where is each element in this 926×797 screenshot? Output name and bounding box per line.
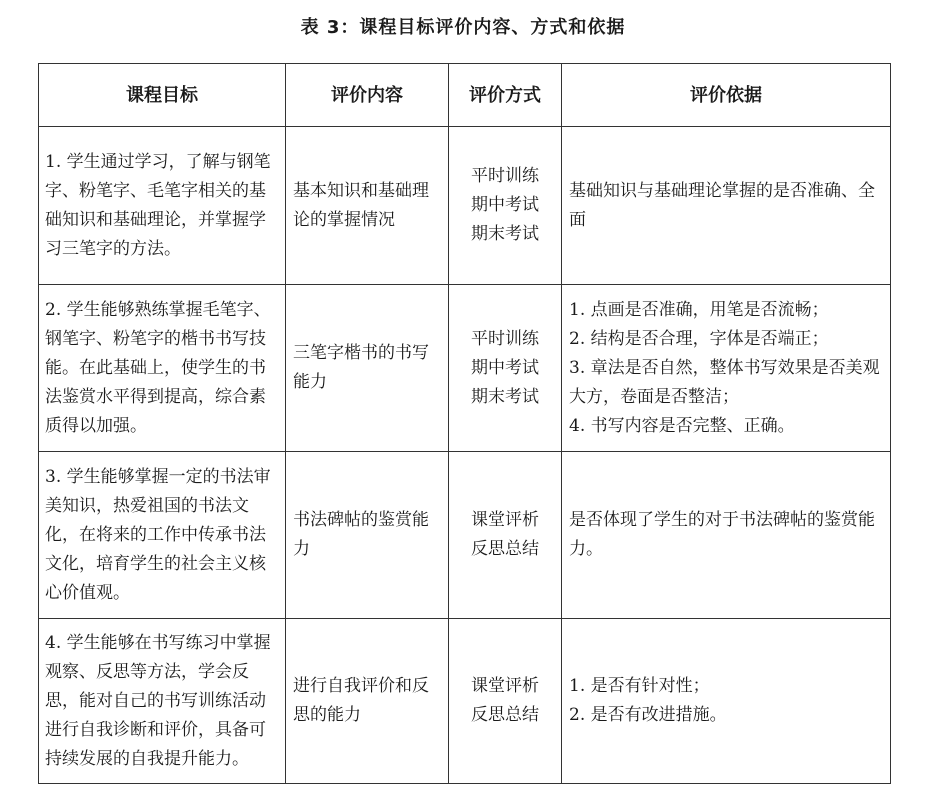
method-cell [449, 452, 562, 619]
basis-item: 1. 点画是否准确，用笔是否流畅； [569, 299, 829, 320]
method-item: 平时训练 [471, 328, 539, 349]
basis-item: 2. 是否有改进措施。 [569, 705, 727, 725]
method-cell [449, 285, 562, 452]
basis-item: 是否体现了学生的对于书法碑帖的鉴赏能力。 [569, 510, 875, 559]
header-method: 评价方式 [449, 64, 562, 127]
content-cell: 三笔字楷书的书写能力 [286, 285, 449, 452]
method-item: 反思总结 [471, 539, 539, 559]
table-row [39, 127, 891, 285]
table-row [39, 619, 891, 784]
content-cell: 书法碑帖的鉴赏能力 [286, 452, 449, 619]
method-item: 反思总结 [471, 705, 539, 725]
basis-cell [562, 619, 891, 784]
goal-cell: 3. 学生能够掌握一定的书法审美知识，热爱祖国的书法文化，在将来的工作中传承书法文化，培育学生的社会主义核心价值观。 [39, 452, 286, 619]
table-row [39, 452, 891, 619]
method-cell [449, 619, 562, 784]
method-item: 期中考试 [471, 195, 539, 215]
method-cell [449, 127, 562, 285]
header-content: 评价内容 [286, 64, 449, 127]
method-item: 期中考试 [471, 357, 539, 378]
table-row [39, 285, 891, 452]
basis-cell [562, 452, 891, 619]
basis-item: 基础知识与基础理论掌握的是否准确、全面 [569, 180, 875, 230]
method-item: 课堂评析 [471, 676, 539, 696]
method-item: 期末考试 [471, 386, 539, 407]
goal-cell: 2. 学生能够熟练掌握毛笔字、钢笔字、粉笔字的楷书书写技能。在此基础上，使学生的书法鉴赏水平得到提高，综合素质得以加强。 [39, 285, 286, 452]
basis-item: 1. 是否有针对性； [569, 676, 710, 696]
evaluation-table [38, 63, 891, 784]
basis-cell [562, 285, 891, 452]
basis-cell [562, 127, 891, 285]
basis-item: 3. 章法是否自然，整体书写效果是否美观大方，卷面是否整洁； [569, 357, 880, 407]
goal-cell: 1. 学生通过学习，了解与钢笔字、粉笔字、毛笔字相关的基础知识和基础理论，并掌握学习三笔字的方法。 [39, 127, 286, 285]
goal-cell: 4. 学生能够在书写练习中掌握观察、反思等方法，学会反思，能对自己的书写训练活动进行自我诊断和评价，具备可持续发展的自我提升能力。 [39, 619, 286, 784]
table-caption: 表 3：课程目标评价内容、方式和依据 [300, 17, 626, 38]
header-row [39, 64, 891, 127]
method-item: 平时训练 [471, 166, 539, 186]
method-item: 课堂评析 [471, 510, 539, 530]
header-goal: 课程目标 [39, 64, 286, 127]
header-basis: 评价依据 [562, 64, 891, 127]
basis-item: 2. 结构是否合理，字体是否端正； [569, 328, 829, 349]
method-item: 期末考试 [471, 224, 539, 244]
content-cell: 进行自我评价和反思的能力 [286, 619, 449, 784]
content-cell: 基本知识和基础理论的掌握情况 [286, 127, 449, 285]
basis-item: 4. 书写内容是否完整、正确。 [569, 415, 795, 436]
